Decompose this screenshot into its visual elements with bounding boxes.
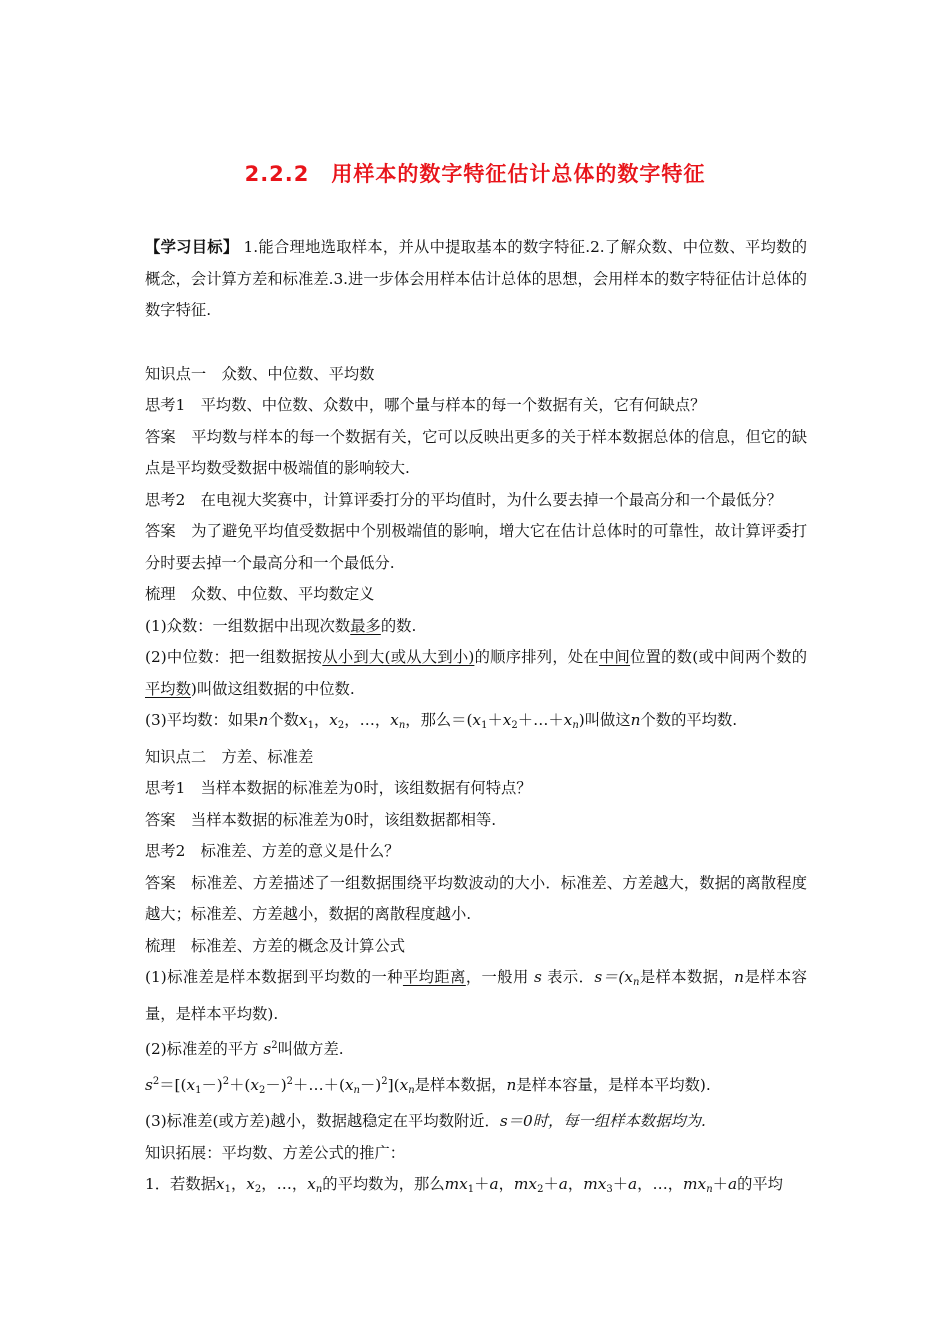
underlined-answer: 从小到大(或从大到小) bbox=[322, 648, 475, 666]
section-heading-1: 知识点一 众数、中位数、平均数 bbox=[145, 364, 375, 383]
underlined-answer: 平均数 bbox=[145, 679, 191, 698]
page-title: 2.2.2 用样本的数字特征估计总体的数字特征 bbox=[244, 162, 706, 186]
answer: 答案 平均数与样本的每一个数据有关，它可以反映出更多的关于样本数据总体的信息，但它的缺点是平均数受数据中极端值的影响较大. bbox=[145, 427, 807, 477]
underlined-answer: 中间 bbox=[598, 648, 631, 666]
think-question: 思考1 平均数、中位数、众数中，哪个量与样本的每一个数据有关，它有何缺点？ bbox=[145, 396, 706, 414]
underlined-answer: 最多 bbox=[350, 616, 381, 635]
definition-median: (2)中位数：把一组数据按从小到大(或从大到小)的顺序排列，处在中间位置的数(或中间两个数的平均数)叫做这组数据的中位数. bbox=[145, 648, 807, 698]
answer: 答案 标准差、方差描述了一组数据围绕平均数波动的大小．标准差、方差越大，数据的离散程度越大；标准差、方差越小，数据的离散程度越小. bbox=[145, 873, 807, 923]
think-question: 思考2 标准差、方差的意义是什么？ bbox=[145, 842, 400, 860]
extension-item: 1．若数据$x_1$，$x_2$，…，$x_n$的平均数为，那么$mx_1+a$，$mx_2+a$，$mx_3+a$，…，$mx_n+a$的平均 bbox=[145, 1175, 783, 1195]
definition-std: (1)标准差是样本数据到平均数的一种平均距离，一般用 s 表示．$s=(x_n$是样本数据，n是样本容量，是样本平均数). bbox=[145, 968, 807, 1023]
objective-text: 1.能合理地选取样本，并从中提取基本的数字特征.2.了解众数、中位数、平均数的概念，会计算方差和标准差.3.进一步体会用样本估计总体的思想，会用样本的数字特征估计总体的数字特征. bbox=[145, 238, 807, 319]
definition-variance: (2)标准差的平方 $s^2$叫做方差. bbox=[145, 1040, 344, 1058]
definition-mean: (3)平均数：如果n个数$x_1$，$x_2$，…，$x_n$，那么$=(x_1+x_2+\dots+x_n)$叫做这n个数的平均数. bbox=[145, 711, 738, 731]
learning-objective bbox=[145, 232, 807, 327]
answer: 答案 当样本数据的标准差为0时，该组数据都相等. bbox=[145, 810, 497, 829]
answer: 答案 为了避免平均值受数据中个别极端值的影响，增大它在估计总体时的可靠性，故计算评委打分时要去掉一个最高分和一个最低分. bbox=[145, 522, 807, 572]
stability-note: (3)标准差(或方差)越小，数据越稳定在平均数附近．s＝0时，每一组样本数据均为. bbox=[145, 1112, 706, 1130]
document-body bbox=[145, 232, 807, 1206]
think-question: 思考1 当样本数据的标准差为0时，该组数据有何特点？ bbox=[145, 779, 532, 797]
section-heading-2: 知识点二 方差、标准差 bbox=[145, 747, 314, 766]
summary-heading: 梳理 标准差、方差的概念及计算公式 bbox=[145, 936, 406, 955]
underlined-answer: 平均距离 bbox=[402, 968, 466, 986]
think-question: 思考2 在电视大奖赛中，计算评委打分的平均值时，为什么要去掉一个最高分和一个最低分？ bbox=[145, 490, 782, 509]
summary-heading: 梳理 众数、中位数、平均数定义 bbox=[145, 585, 375, 603]
extension-heading: 知识拓展：平均数、方差公式的推广： bbox=[145, 1143, 406, 1162]
variance-formula: $s^2=[(x_1-)^2+(x_2-)^2+\dots+(x_n-)^2](x_n$是样本数据，n是样本容量，是样本平均数). bbox=[145, 1075, 711, 1096]
objective-label: 【学习目标】 bbox=[145, 238, 239, 256]
definition-mode: (1)众数：一组数据中出现次数最多的数. bbox=[145, 616, 417, 635]
